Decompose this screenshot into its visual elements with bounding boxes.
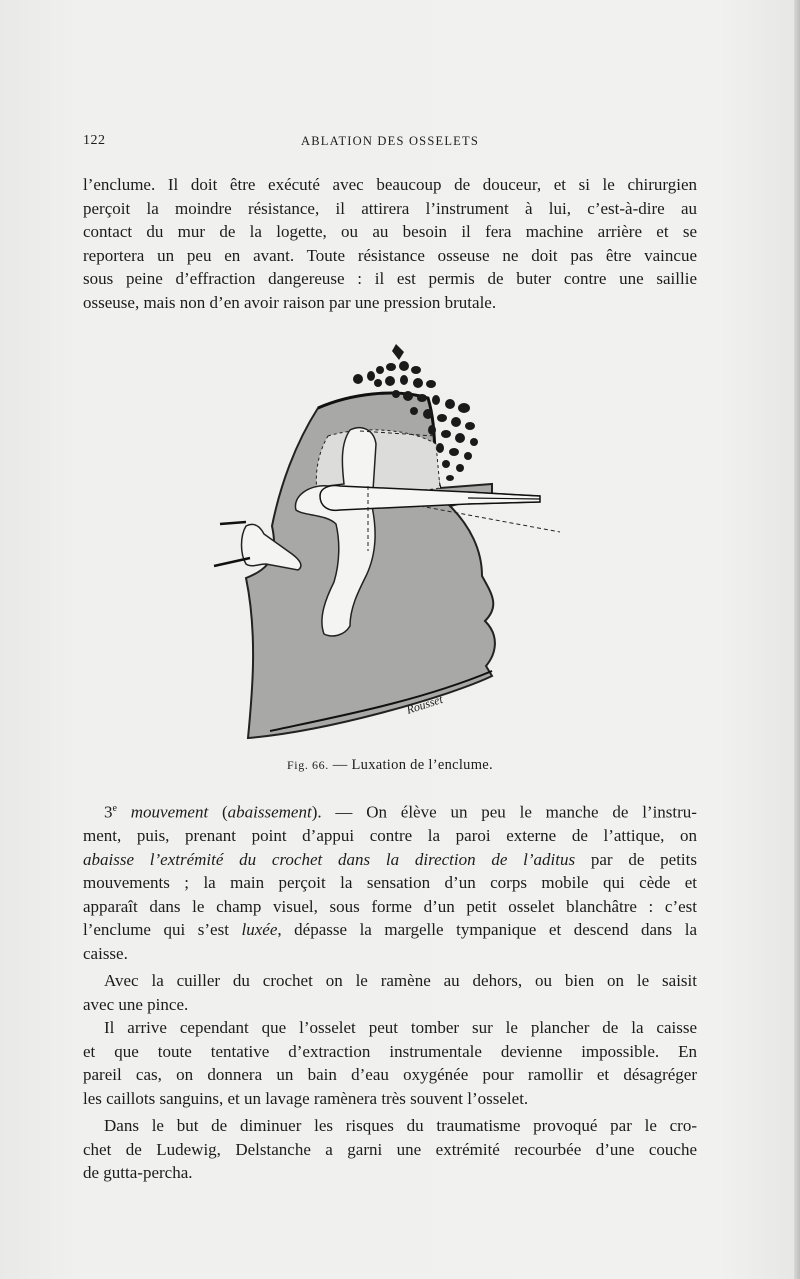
artist-signature: Rousset <box>404 691 445 717</box>
page-header <box>83 133 697 153</box>
paragraph-3 <box>83 969 697 1016</box>
text-line: Avec la cuiller du crochet on le ramène au dehors, ou bien on le saisit <box>104 971 697 990</box>
ear-anatomy-drawing <box>200 336 580 746</box>
text-line: chet de Ludewig, Delstanche a garni une extrémité recourbée d’une couche <box>83 1139 697 1159</box>
text-line: reportera un peu en avant. Toute résistance osseuse ne doit pas être vaincue <box>83 245 697 265</box>
text-line: osseuse, mais non d’en avoir raison par une pression brutale. <box>83 292 497 312</box>
text-line: avec une pince. <box>83 994 189 1014</box>
figure-caption <box>83 757 697 774</box>
text-line: caisse. <box>83 943 128 963</box>
paragraph-4 <box>83 1016 697 1110</box>
text-line: apparaît dans le champ visuel, sous forme d’un petit osselet blanchâtre : c’est <box>83 896 697 916</box>
text-line: abaisse l’extrémité du crochet dans la direction de l’aditus par de petits <box>83 849 697 869</box>
text-line: l’enclume. Il doit être exécuté avec beaucoup de douceur, et si le chirurgien <box>83 175 697 194</box>
text-line: l’enclume qui s’est luxée, dépasse la margelle tympanique et descend dans la <box>83 920 697 940</box>
text-line: Il arrive cependant que l’osselet peut tomber sur le plancher de la caisse <box>104 1018 697 1037</box>
page-number: 122 <box>83 133 106 148</box>
text-line: et que toute tentative d’extraction instrumentale devienne impossible. En <box>83 1041 697 1061</box>
text-line: de gutta-percha. <box>83 1163 193 1182</box>
figure-66-illustration <box>200 336 580 746</box>
text-line: les caillots sanguins, et un lavage ramènera très souvent l’osselet. <box>83 1088 529 1108</box>
text-line: ment, puis, prenant point d’appui contre la paroi externe de l’attique, on <box>83 826 697 846</box>
text-line: contact du mur de la logette, ou au besoin il fera machine arrière et se <box>83 222 697 241</box>
text-line: mouvements ; la main perçoit la sensation d’un corps mobile qui cède et <box>83 873 697 893</box>
text-line: Dans le but de diminuer les risques du traumatisme provoqué par le cro- <box>104 1116 697 1135</box>
paragraph-5 <box>83 1114 697 1185</box>
text-line: pareil cas, on donnera un bain d’eau oxygénée pour ramollir et désagréger <box>83 1065 697 1084</box>
text-line: 3e mouvement (abaissement). — On élève un peu le manche de l’instru- <box>104 802 697 822</box>
paragraph-2 <box>83 797 697 965</box>
text-line: sous peine d’effraction dangereuse : il est permis de buter contre une saillie <box>83 269 697 288</box>
page-edge <box>794 0 800 1279</box>
caption-label: Fig. 66. <box>287 758 329 772</box>
caption-text: — Luxation de l’enclume. <box>332 757 493 773</box>
paragraph-1 <box>83 173 697 314</box>
running-title: ABLATION DES OSSELETS <box>301 134 479 148</box>
text-line: perçoit la moindre résistance, il attirera l’instrument à lui, c’est-à-dire au <box>83 198 697 218</box>
